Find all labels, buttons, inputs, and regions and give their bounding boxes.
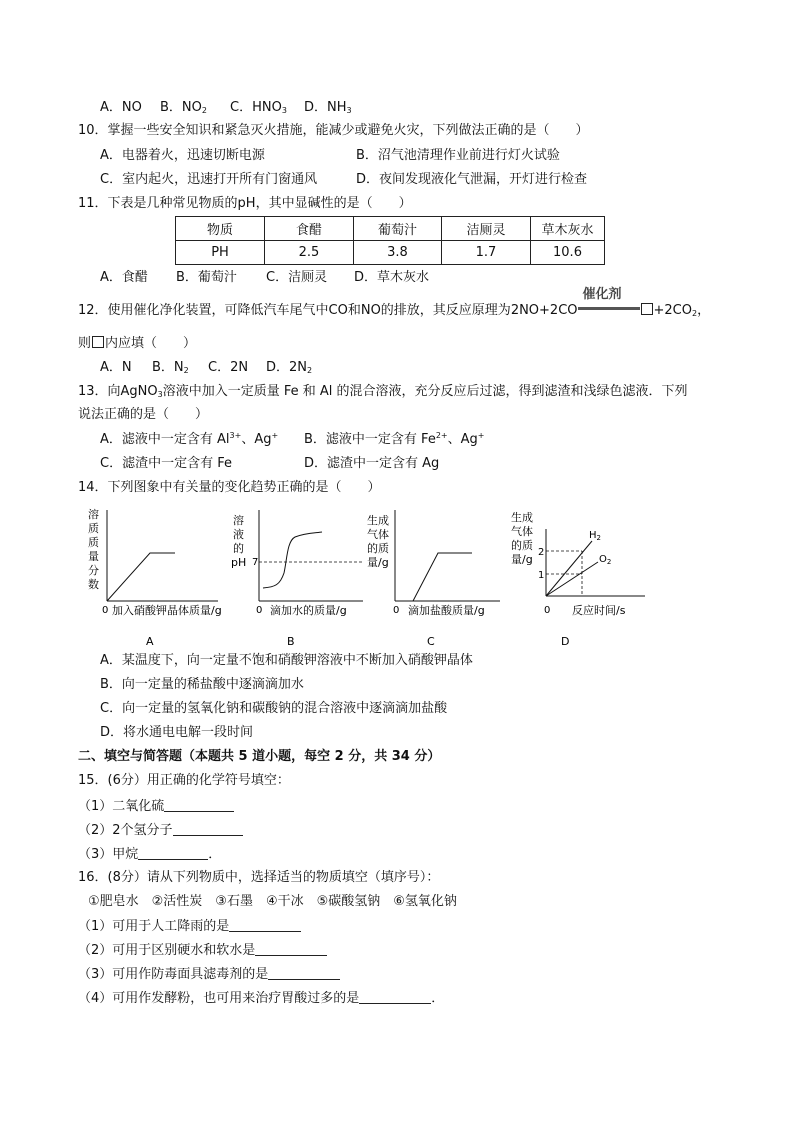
graph-b-ylabel-1: 溶 bbox=[233, 514, 244, 527]
blank-box bbox=[92, 336, 104, 348]
graph-d-ylabel-1: 生成 bbox=[511, 511, 533, 524]
section-2-title: 二、填空与简答题（本题共 5 道小题，每空 2 分，共 34 分） bbox=[78, 749, 441, 764]
q13-option-d: D．滤渣中一定含有 Ag bbox=[304, 456, 440, 471]
q11-option-d: D．草木灰水 bbox=[354, 270, 430, 285]
table-header-cell: 葡萄汁 bbox=[354, 217, 442, 241]
catalyst-label: 催化剂 bbox=[582, 287, 622, 302]
graph-d-ylabel-4: 量/g bbox=[511, 553, 533, 566]
table-row bbox=[176, 217, 605, 241]
q11-options bbox=[100, 269, 429, 287]
q16-item-4: （4）可用作发酵粉，也可用来治疗胃酸过多的是 ． bbox=[78, 991, 445, 1006]
graph-c-ylabel-1: 生成 bbox=[367, 514, 389, 527]
q14-option-b: B．向一定量的稀盐酸中逐滴滴加水 bbox=[100, 677, 304, 692]
graph-b-tick-7: 7 bbox=[252, 557, 259, 568]
q12-options bbox=[100, 359, 312, 377]
graph-d-h2-label: $H_2$ bbox=[589, 530, 601, 542]
graph-a-ylabel-3: 质 bbox=[88, 536, 99, 549]
q13-stem: 13．向AgNO$_3$溶液中加入一定质量 Fe 和 Al 的混合溶液，充分反应后过滤，得到滤渣和浅绿色滤液．下列 bbox=[78, 384, 688, 399]
q14-option-d: D．将水通电电解一段时间 bbox=[100, 725, 254, 740]
graph-a-caption: A bbox=[146, 635, 154, 648]
q15-stem: 15．(6分）用正确的化学符号填空： bbox=[78, 773, 290, 788]
answer-blank[interactable] bbox=[255, 941, 327, 956]
graph-a-ylabel-4: 量 bbox=[88, 550, 99, 563]
q12-line2: 则 内应填（ ） bbox=[78, 336, 197, 351]
q16-choices: ①肥皂水 ②活性炭 ③石墨 ④干冰 ⑤碳酸氢钠 ⑥氢氧化钠 bbox=[88, 894, 457, 909]
q12-option-a: A．N bbox=[100, 360, 132, 375]
q16-item-1: （1）可用于人工降雨的是 bbox=[78, 917, 301, 936]
q13-option-c: C．滤渣中一定含有 Fe bbox=[100, 456, 232, 471]
graph-d-ylabel-2: 气体 bbox=[511, 525, 533, 538]
q12-option-d: D．$2N_2$ bbox=[266, 360, 313, 375]
q12-option-c: C．2N bbox=[208, 360, 249, 375]
q16-item-2: （2）可用于区别硬水和软水是 bbox=[78, 941, 327, 960]
graph-d-h2-line bbox=[546, 541, 592, 596]
graph-b-xlabel: 滴加水的质量/g bbox=[270, 604, 347, 617]
q16-item-3: （3）可用作防毒面具滤毒剂的是 bbox=[78, 965, 340, 984]
q11-option-c: C．洁厕灵 bbox=[266, 270, 328, 285]
q11-option-a: A．食醋 bbox=[100, 270, 148, 285]
answer-blank[interactable] bbox=[268, 965, 340, 980]
q15-item-1: （1）二氧化硫 bbox=[78, 797, 234, 816]
graph-b-origin: 0 bbox=[256, 605, 263, 616]
table-cell: 2.5 bbox=[265, 241, 354, 265]
graph-c-ylabel-4: 量/g bbox=[367, 556, 389, 569]
graph-b bbox=[231, 510, 363, 648]
graph-a-ylabel-5: 分 bbox=[88, 564, 99, 577]
graph-a-xlabel: 加入硝酸钾晶体质量/g bbox=[112, 604, 222, 617]
graph-a-ylabel-2: 质 bbox=[88, 522, 99, 535]
q14-option-a: A．某温度下，向一定量不饱和硝酸钾溶液中不断加入硝酸钾晶体 bbox=[100, 653, 473, 668]
q11-stem: 11．下表是几种常见物质的pH，其中显碱性的是（ ） bbox=[78, 196, 412, 211]
q10-option-b: B．沼气池清理作业前进行灯火试验 bbox=[356, 148, 560, 163]
ph-table bbox=[175, 216, 605, 265]
graph-a bbox=[88, 507, 222, 648]
answer-blank[interactable] bbox=[173, 821, 243, 836]
answer-blank[interactable] bbox=[138, 845, 208, 860]
graph-b-ylabel-4: pH bbox=[231, 556, 247, 569]
graph-d-xlabel: 反应时间/s bbox=[572, 604, 626, 617]
q13-line2: 说法正确的是（ ） bbox=[78, 407, 209, 422]
table-header-cell: 洁厕灵 bbox=[442, 217, 531, 241]
graph-a-origin: 0 bbox=[102, 605, 109, 616]
table-row bbox=[176, 241, 605, 265]
graph-d-ylabel-3: 的质 bbox=[511, 539, 533, 552]
table-cell: 10.6 bbox=[531, 241, 605, 265]
q16-stem: 16．(8分）请从下列物质中，选择适当的物质填空（填序号）： bbox=[78, 870, 440, 885]
answer-blank[interactable] bbox=[229, 917, 301, 932]
q10-option-c: C．室内起火，迅速打开所有门窗通风 bbox=[100, 172, 318, 187]
answer-blank[interactable] bbox=[359, 989, 431, 1004]
table-header-cell: 食醋 bbox=[265, 217, 354, 241]
q12-stem: 12．使用催化净化装置，可降低汽车尾气中CO和NO的排放，其反应原理为2NO+2CO 催化剂 $+2CO_2$， bbox=[78, 287, 711, 318]
q11-option-b: B．葡萄汁 bbox=[176, 270, 237, 285]
graph-a-curve bbox=[107, 553, 175, 601]
equals-bar bbox=[578, 307, 640, 310]
table-header-cell: 物质 bbox=[176, 217, 265, 241]
q13-option-b: B．滤液中一定含有 $Fe^{2+}$、Ag+ bbox=[304, 431, 485, 447]
q14-option-c: C．向一定量的氢氧化钠和碳酸钠的混合溶液中逐滴滴加盐酸 bbox=[100, 701, 448, 716]
graph-b-caption: B bbox=[287, 635, 295, 648]
table-cell: 3.8 bbox=[354, 241, 442, 265]
graph-c-ylabel-3: 的质 bbox=[367, 542, 389, 555]
q15-item-3: （3）甲烷 ． bbox=[78, 847, 222, 862]
graph-d-tick-2: 2 bbox=[538, 547, 545, 558]
blank-box bbox=[641, 303, 653, 315]
graph-c-origin: 0 bbox=[393, 605, 400, 616]
graph-b-ylabel-3: 的 bbox=[233, 542, 244, 555]
graph-d bbox=[511, 510, 645, 648]
answer-blank[interactable] bbox=[164, 797, 234, 812]
graph-a-ylabel-6: 数 bbox=[88, 578, 99, 591]
graph-c bbox=[367, 510, 500, 648]
catalyst-arrow bbox=[578, 287, 640, 314]
graph-d-origin: 0 bbox=[544, 605, 551, 616]
equation-left: 2NO+2CO bbox=[510, 303, 578, 318]
q12-option-b: B．$N_2$ bbox=[152, 360, 189, 375]
graph-c-ylabel-2: 气体 bbox=[367, 528, 389, 541]
graph-d-o2-line bbox=[546, 562, 598, 596]
q9-options bbox=[100, 99, 352, 117]
graph-c-curve bbox=[413, 553, 472, 601]
graph-d-o2-label: $O_2$ bbox=[599, 554, 612, 566]
graph-d-tick-1: 1 bbox=[538, 570, 545, 581]
q9-option-a: A．NO bbox=[100, 100, 142, 115]
q10-option-d: D．夜间发现液化气泄漏，开灯进行检查 bbox=[356, 172, 588, 187]
table-header-cell: 草木灰水 bbox=[531, 217, 605, 241]
table-cell: 1.7 bbox=[442, 241, 531, 265]
q14-stem: 14．下列图象中有关量的变化趋势正确的是（ ） bbox=[78, 480, 381, 495]
graph-c-xlabel: 滴加盐酸质量/g bbox=[408, 604, 485, 617]
q10-stem: 10．掌握一些安全知识和紧急灭火措施，能减少或避免火灾，下列做法正确的是（ ） bbox=[78, 123, 589, 138]
q13-option-a: A．滤液中一定含有 $Al^{3+}$、Ag+ bbox=[100, 431, 279, 447]
graph-d-caption: D bbox=[561, 635, 570, 648]
q14-graphs bbox=[80, 505, 740, 650]
q10-option-a: A．电器着火，迅速切断电源 bbox=[100, 148, 265, 163]
q9-option-c: C．$HNO_3$ bbox=[230, 100, 287, 115]
q9-option-d: D．$NH_3$ bbox=[304, 100, 352, 115]
q15-item-2: （2）2个氢分子 bbox=[78, 821, 243, 840]
graph-b-ylabel-2: 液 bbox=[233, 528, 244, 541]
graph-a-ylabel-1: 溶 bbox=[88, 508, 99, 521]
q9-option-b: B．$NO_2$ bbox=[160, 100, 207, 115]
graph-b-curve bbox=[263, 532, 322, 588]
table-cell: PH bbox=[176, 241, 265, 265]
graph-c-caption: C bbox=[427, 635, 435, 648]
